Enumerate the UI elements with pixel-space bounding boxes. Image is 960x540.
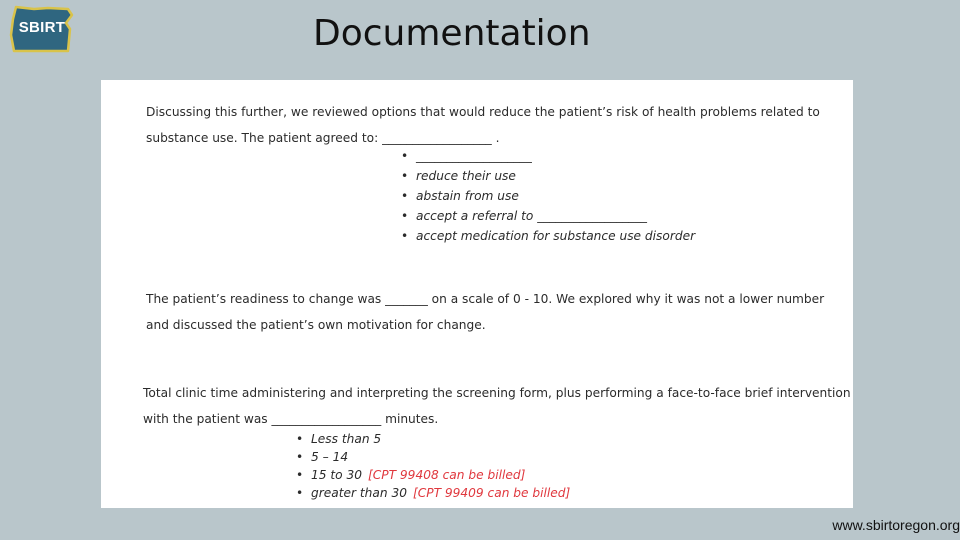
list-item: • abstain from use [401, 186, 695, 206]
list-item: • accept a referral to __________________ [401, 206, 695, 226]
billing-note: [CPT 99409 can be billed] [412, 486, 571, 500]
list-item: • accept medication for substance use disorder [401, 226, 695, 246]
documentation-template [101, 80, 853, 508]
list-item [296, 466, 570, 484]
paragraph-1-line-2: substance use. The patient agreed to: __________________ . [146, 131, 500, 145]
time-option-text: 15 to 30 [311, 468, 362, 482]
paragraph-2-line-1: The patient’s readiness to change was _______ on a scale of 0 - 10. We explored why it was not a lower number [146, 292, 825, 306]
list-item: • ___________________ [401, 146, 695, 166]
list-item [296, 430, 570, 448]
paragraph-1-line-1: Discussing this further, we reviewed options that would reduce the patient’s risk of health problems related to [146, 105, 820, 119]
logo-text: SBIRT [18, 19, 66, 36]
agreement-options-list [401, 146, 695, 246]
time-options-list [296, 430, 570, 502]
sbirt-logo [8, 5, 76, 55]
time-option-text: greater than 30 [311, 486, 407, 500]
paragraph-3-line-2: with the patient was __________________ minutes. [143, 412, 439, 426]
page-title: Documentation [313, 13, 591, 54]
time-option-text: 5 – 14 [311, 450, 349, 464]
time-option-text: Less than 5 [311, 432, 382, 446]
website-url: www.sbirtoregon.org [832, 517, 960, 533]
list-item: • reduce their use [401, 166, 695, 186]
billing-note: [CPT 99408 can be billed] [368, 468, 526, 482]
paragraph-3-line-1: Total clinic time administering and interpreting the screening form, plus performing a face-to-face brief intervention [143, 386, 851, 400]
list-item [296, 484, 570, 502]
paragraph-2-line-2: and discussed the patient’s own motivation for change. [146, 318, 486, 332]
list-item [296, 448, 570, 466]
